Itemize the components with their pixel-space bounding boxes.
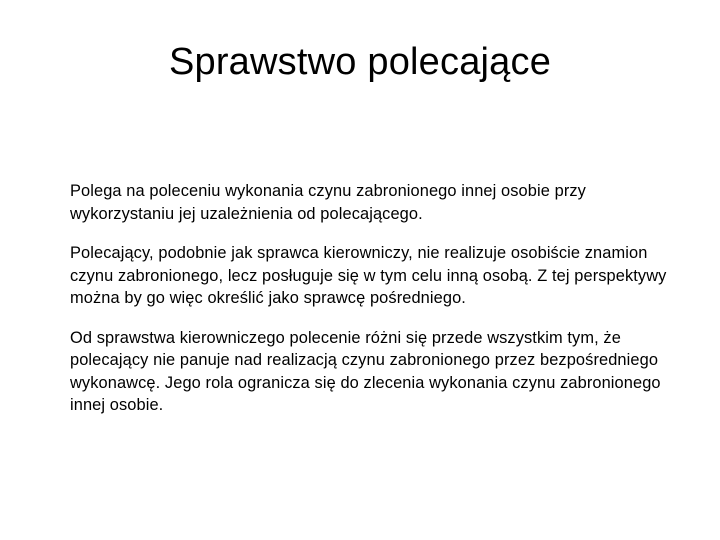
- paragraph-3: Od sprawstwa kierowniczego polecenie różni się przede wszystkim tym, że polecający nie panuje nad realizacją czynu zabronionego przez bezpośredniego wykonawcę. Jego rola ogranicza się do zlecenia wykonania czynu zabronionego innej osobie.: [70, 328, 661, 414]
- paragraph-1: Polega na poleceniu wykonania czynu zabronionego innej osobie przy wykorzystaniu jej uzależnienia od polecającego.: [70, 182, 586, 223]
- paragraph-2: Polecający, podobnie jak sprawca kierowniczy, nie realizuje osobiście znamion czynu zabronionego, lecz posługuje się w tym celu inną osobą. Z tej perspektywy można by go więc określić jako sprawcę pośredniego.: [70, 244, 667, 307]
- slide-body: [70, 180, 682, 417]
- slide-title: Sprawstwo polecające: [168, 41, 552, 83]
